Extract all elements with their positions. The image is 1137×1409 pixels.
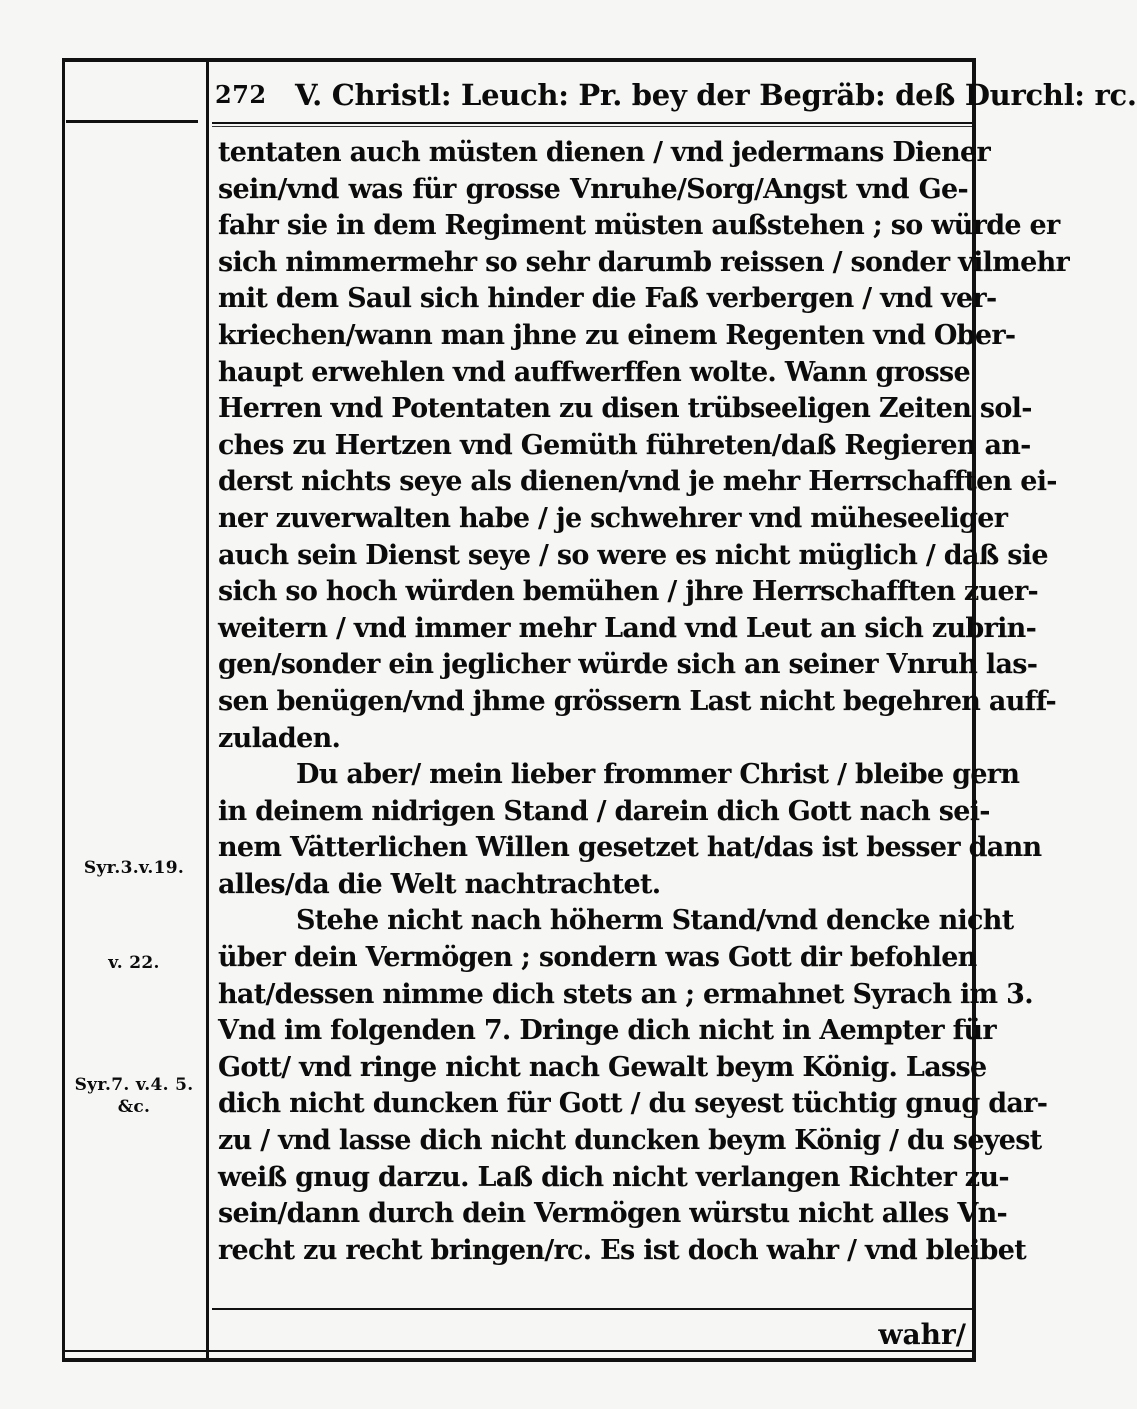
header-rule-thin: [212, 126, 972, 127]
catchword: wahr/: [878, 1318, 966, 1351]
text-line: kriechen/wann man jhne zu einem Regenten vnd Ober-: [218, 319, 1016, 351]
running-title: V. Christl: Leuch: Pr. bey der Begräb: deß Durchl: rc.: [295, 78, 1137, 112]
text-line: über dein Vermögen ; sondern was Gott dir befohlen: [218, 942, 977, 974]
text-line: mit dem Saul sich hinder die Faß verbergen / vnd ver-: [218, 283, 997, 315]
text-line: sich nimmermehr so sehr darumb reissen / sonder vilmehr: [218, 246, 1070, 278]
margin-note-v22: v. 22.: [108, 953, 160, 973]
text-line: tentaten auch müsten dienen / vnd jedermans Diener: [218, 137, 991, 168]
text-line: haupt erwehlen vnd auffwerffen wolte. Wann grosse: [218, 356, 970, 388]
page-header: [215, 68, 1137, 118]
text-line: sein/vnd was für grosse Vnruhe/Sorg/Angst vnd Ge-: [218, 173, 968, 205]
text-line: gen/sonder ein jeglicher würde sich an seiner Vnruh las-: [218, 649, 1038, 681]
text-line: Herren vnd Potentaten zu disen trübseeligen Zeiten sol-: [218, 393, 1032, 425]
text-line: weiß gnug darzu. Laß dich nicht verlangen Richter zu-: [218, 1161, 1009, 1193]
page-number: 272: [215, 80, 267, 109]
text-line: in deinem nidrigen Stand / darein dich Gott nach sei-: [218, 795, 990, 827]
text-line: zu / vnd lasse dich nicht duncken beym König / du seyest: [218, 1125, 1042, 1157]
body-text: [218, 135, 1070, 1269]
margin-rule: [66, 120, 198, 123]
text-line: auch sein Dienst seye / so were es nicht müglich / daß sie: [218, 539, 1048, 571]
text-line: ner zuverwalten habe / je schwehrer vnd müheseeliger: [218, 502, 1008, 534]
text-line: weitern / vnd immer mehr Land vnd Leut an sich zubrin-: [218, 612, 1037, 644]
text-line: sich so hoch würden bemühen / jhre Herrschafften zuer-: [218, 576, 1038, 608]
text-line: ches zu Hertzen vnd Gemüth führeten/daß Regieren an-: [218, 429, 1031, 461]
text-line: nem Vätterlichen Willen gesetzet hat/das ist besser dann: [218, 832, 1042, 864]
paragraph-start-line: Stehe nicht nach höherm Stand/vnd dencke nicht: [296, 905, 1014, 937]
header-rule: [212, 122, 972, 124]
text-line: derst nichts seye als dienen/vnd je mehr Herrschafften ei-: [218, 466, 1057, 498]
margin-note-syr-7: Syr.7. v.4. 5. &c.: [74, 1075, 194, 1117]
paragraph-start-line: Du aber/ mein lieber frommer Christ / bleibe gern: [296, 759, 1020, 791]
text-line: Vnd im folgenden 7. Dringe dich nicht in Aempter für: [218, 1015, 996, 1047]
text-line: sen benügen/vnd jhme grössern Last nicht begehren auff-: [218, 685, 1057, 717]
text-line: recht zu recht bringen/rc. Es ist doch wahr / vnd bleibet: [218, 1234, 1026, 1266]
text-line: fahr sie in dem Regiment müsten außstehen ; so würde er: [218, 210, 1060, 242]
footer-rule: [212, 1308, 972, 1310]
column-divider: [206, 62, 209, 1358]
paragraph-end-line: zuladen.: [218, 722, 341, 754]
text-line: hat/dessen nimme dich stets an ; ermahnet Syrach im 3.: [218, 978, 1033, 1010]
text-line: sein/dann durch dein Vermögen würstu nicht alles Vn-: [218, 1198, 1008, 1230]
text-line: Gott/ vnd ringe nicht nach Gewalt beym König. Lasse: [218, 1051, 987, 1083]
paragraph-end-line: alles/da die Welt nachtrachtet.: [218, 868, 661, 900]
margin-note-syr-3: Syr.3.v.19.: [83, 858, 185, 878]
text-line: dich nicht duncken für Gott / du seyest tüchtig gnug dar-: [218, 1088, 1048, 1120]
